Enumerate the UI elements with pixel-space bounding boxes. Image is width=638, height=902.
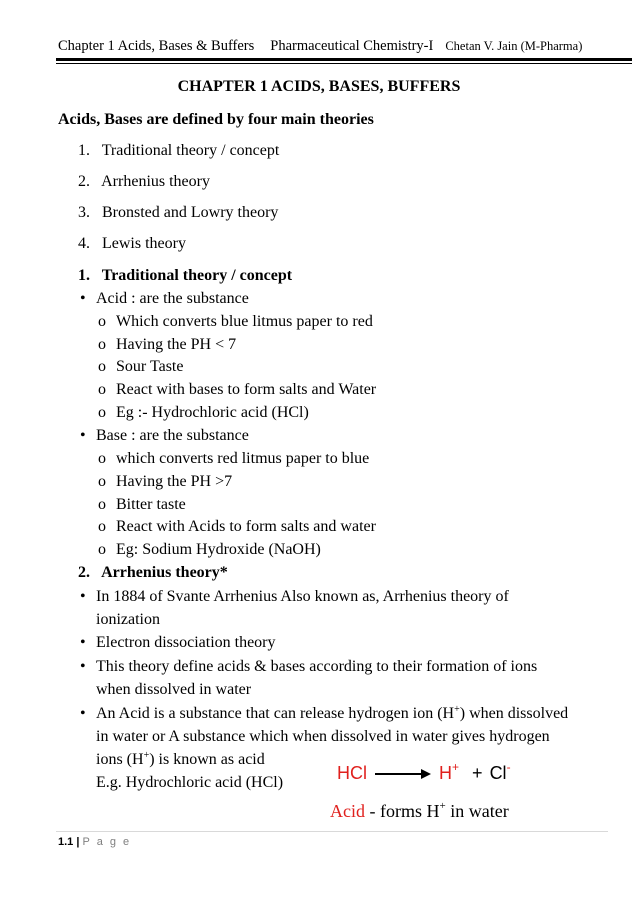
chapter-title: CHAPTER 1 ACIDS, BASES, BUFFERS <box>177 78 461 95</box>
bullet-icon: • <box>80 290 86 307</box>
acid-point-5: Eg :- Hydrochloric acid (HCl) <box>116 404 309 421</box>
section1-heading: 1. Traditional theory / concept <box>78 267 293 284</box>
theory-item-3: 3. Bronsted and Lowry theory <box>78 204 279 221</box>
arrhenius-point-4-line-2: in water or A substance which when dissolved in water gives hydrogen <box>96 728 550 745</box>
circle-bullet-icon: o <box>98 473 106 490</box>
page-label: P a g e <box>82 836 132 848</box>
header-chapter: Chapter 1 Acids, Bases & Buffers <box>58 38 255 54</box>
header-author: Chetan V. Jain (M-Pharma) <box>445 39 583 53</box>
arrhenius-point-1-line-1: In 1884 of Svante Arrhenius Also known as, Arrhenius theory of <box>96 588 509 605</box>
circle-bullet-icon: o <box>98 336 106 353</box>
circle-bullet-icon: o <box>98 313 106 330</box>
base-point-4: React with Acids to form salts and water <box>116 518 376 535</box>
header-subject: Pharmaceutical Chemistry-I <box>270 38 434 54</box>
bullet-icon: • <box>80 705 86 722</box>
header-rule-thin <box>56 63 632 64</box>
reaction-arrow-icon <box>375 768 431 780</box>
hcl-dissociation-equation <box>337 761 511 785</box>
bullet-icon: • <box>80 634 86 651</box>
circle-bullet-icon: o <box>98 541 106 558</box>
arrhenius-point-1-line-2: ionization <box>96 611 160 628</box>
acid-point-4: React with bases to form salts and Water <box>116 381 377 398</box>
page-header <box>58 38 618 55</box>
theory-item-4: 4. Lewis theory <box>78 235 186 252</box>
reactant-hcl: HCl <box>337 763 367 783</box>
arrhenius-point-2: Electron dissociation theory <box>96 634 276 651</box>
acid-point-1: Which converts blue litmus paper to red <box>116 313 373 330</box>
acid-point-3: Sour Taste <box>116 358 184 375</box>
acid-label: Acid : are the substance <box>96 290 249 307</box>
arrhenius-point-3-line-1: This theory define acids & bases according to their formation of ions <box>96 658 538 675</box>
circle-bullet-icon: o <box>98 404 106 421</box>
footer-separator: | <box>76 836 80 848</box>
page-number: 1.1 <box>58 836 74 848</box>
base-label: Base : are the substance <box>96 427 249 444</box>
circle-bullet-icon: o <box>98 496 106 513</box>
footer-rule <box>56 831 608 832</box>
base-point-1: which converts red litmus paper to blue <box>116 450 370 467</box>
arrhenius-point-4-line-1: An Acid is a substance that can release hydrogen ion (H+) when dissolved <box>96 704 569 722</box>
product-h: H+ <box>439 760 460 783</box>
header-rule-thick <box>56 58 632 61</box>
base-point-2: Having the PH >7 <box>116 473 233 490</box>
bullet-icon: • <box>80 588 86 605</box>
arrhenius-example: E.g. Hydrochloric acid (HCl) <box>96 774 284 791</box>
circle-bullet-icon: o <box>98 381 106 398</box>
circle-bullet-icon: o <box>98 358 106 375</box>
bullet-icon: • <box>80 427 86 444</box>
plus-sign: + <box>472 763 483 783</box>
acid-point-2: Having the PH < 7 <box>116 336 237 353</box>
intro-heading: Acids, Bases are defined by four main theories <box>58 111 374 128</box>
product-cl: Cl- <box>489 760 511 783</box>
bullet-icon: • <box>80 658 86 675</box>
arrhenius-point-3-line-2: when dissolved in water <box>96 681 252 698</box>
theory-item-1: 1. Traditional theory / concept <box>78 142 280 159</box>
circle-bullet-icon: o <box>98 518 106 535</box>
base-point-3: Bitter taste <box>116 496 186 513</box>
circle-bullet-icon: o <box>98 450 106 467</box>
section2-heading: 2. Arrhenius theory* <box>78 564 228 581</box>
equation-caption: Acid - forms H+ in water <box>330 800 509 821</box>
base-point-5: Eg: Sodium Hydroxide (NaOH) <box>116 541 321 558</box>
arrhenius-point-4-line-3: ions (H+) is known as acid <box>96 750 265 768</box>
page-footer <box>58 836 131 848</box>
theory-item-2: 2. Arrhenius theory <box>78 173 210 190</box>
